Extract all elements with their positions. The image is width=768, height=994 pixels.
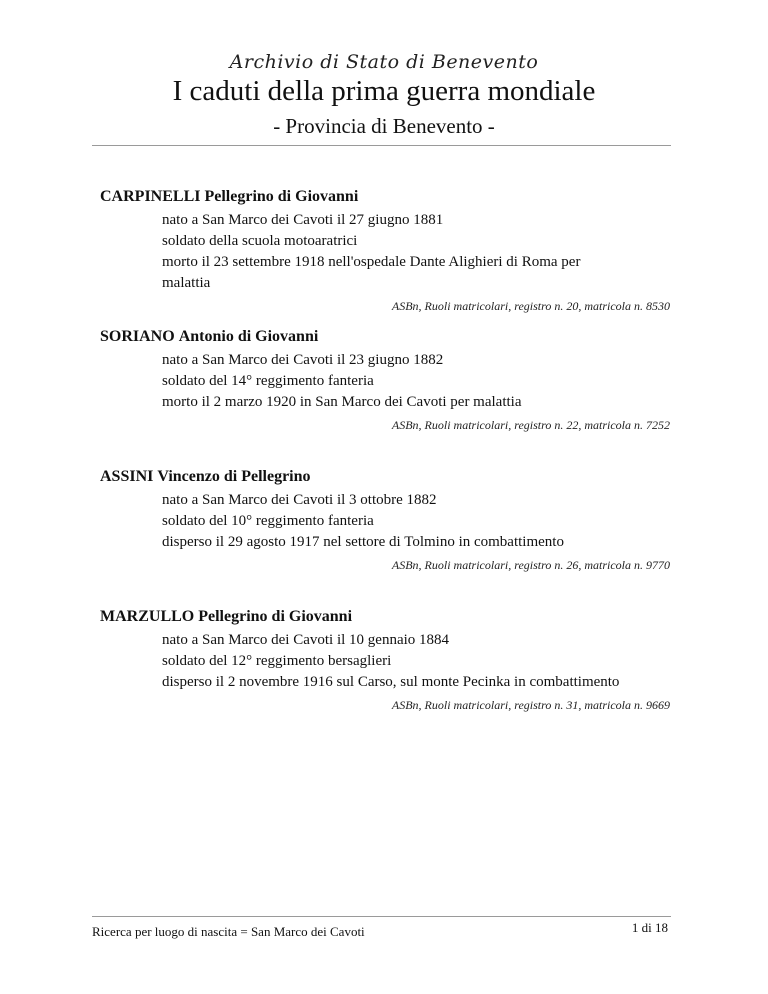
record-death: morto il 23 settembre 1918 nell'ospedale Dante Alighieri di Roma per malattia bbox=[162, 254, 581, 291]
record-name bbox=[100, 326, 672, 347]
page-title: I caduti della prima guerra mondiale bbox=[172, 75, 596, 107]
archive-name: Archivio di Stato di Benevento bbox=[229, 51, 539, 73]
record-given-name: Pellegrino di Giovanni bbox=[198, 608, 353, 625]
record-entry bbox=[100, 466, 672, 606]
record-birth: nato a San Marco dei Cavoti il 3 ottobre 1882 bbox=[162, 492, 437, 508]
record-rank: soldato del 10° reggimento fanteria bbox=[162, 513, 374, 529]
record-surname: CARPINELLI bbox=[100, 188, 201, 205]
record-name bbox=[100, 466, 672, 487]
record-source: ASBn, Ruoli matricolari, registro n. 31, matricola n. 9669 bbox=[391, 698, 670, 712]
search-criteria: Ricerca per luogo di nascita = San Marco dei Cavoti bbox=[92, 924, 365, 939]
footer-divider bbox=[92, 916, 671, 917]
record-death: disperso il 2 novembre 1916 sul Carso, sul monte Pecinka in combattimento bbox=[162, 674, 620, 690]
record-entry bbox=[100, 326, 672, 466]
record-surname: MARZULLO bbox=[100, 608, 195, 625]
header-divider bbox=[92, 145, 671, 146]
record-source: ASBn, Ruoli matricolari, registro n. 26, matricola n. 9770 bbox=[391, 558, 670, 572]
record-birth: nato a San Marco dei Cavoti il 27 giugno 1881 bbox=[162, 212, 444, 228]
record-rank: soldato del 14° reggimento fanteria bbox=[162, 373, 374, 389]
record-surname: SORIANO bbox=[100, 328, 175, 345]
record-rank: soldato della scuola motoaratrici bbox=[162, 233, 358, 249]
records-list bbox=[100, 186, 672, 766]
record-details bbox=[162, 490, 622, 553]
record-rank: soldato del 12° reggimento bersaglieri bbox=[162, 653, 392, 669]
page-subtitle: - Provincia di Benevento - bbox=[273, 114, 495, 138]
page-number: 1 di 18 bbox=[631, 920, 668, 935]
record-entry bbox=[100, 606, 672, 766]
record-name bbox=[100, 186, 672, 207]
record-given-name: Antonio di Giovanni bbox=[178, 328, 319, 345]
record-given-name: Pellegrino di Giovanni bbox=[204, 188, 359, 205]
record-details bbox=[162, 210, 622, 294]
record-death: morto il 2 marzo 1920 in San Marco dei Cavoti per malattia bbox=[162, 394, 522, 410]
record-given-name: Vincenzo di Pellegrino bbox=[157, 468, 311, 485]
record-entry bbox=[100, 186, 672, 326]
record-birth: nato a San Marco dei Cavoti il 10 gennaio 1884 bbox=[162, 632, 450, 648]
record-details bbox=[162, 350, 622, 413]
record-name bbox=[100, 606, 672, 627]
page-header bbox=[0, 50, 768, 140]
record-surname: ASSINI bbox=[100, 468, 154, 485]
record-source: ASBn, Ruoli matricolari, registro n. 22, matricola n. 7252 bbox=[391, 418, 670, 432]
record-source: ASBn, Ruoli matricolari, registro n. 20, matricola n. 8530 bbox=[391, 299, 670, 313]
record-death: disperso il 29 agosto 1917 nel settore di Tolmino in combattimento bbox=[162, 534, 564, 550]
record-details bbox=[162, 630, 622, 693]
record-birth: nato a San Marco dei Cavoti il 23 giugno 1882 bbox=[162, 352, 444, 368]
